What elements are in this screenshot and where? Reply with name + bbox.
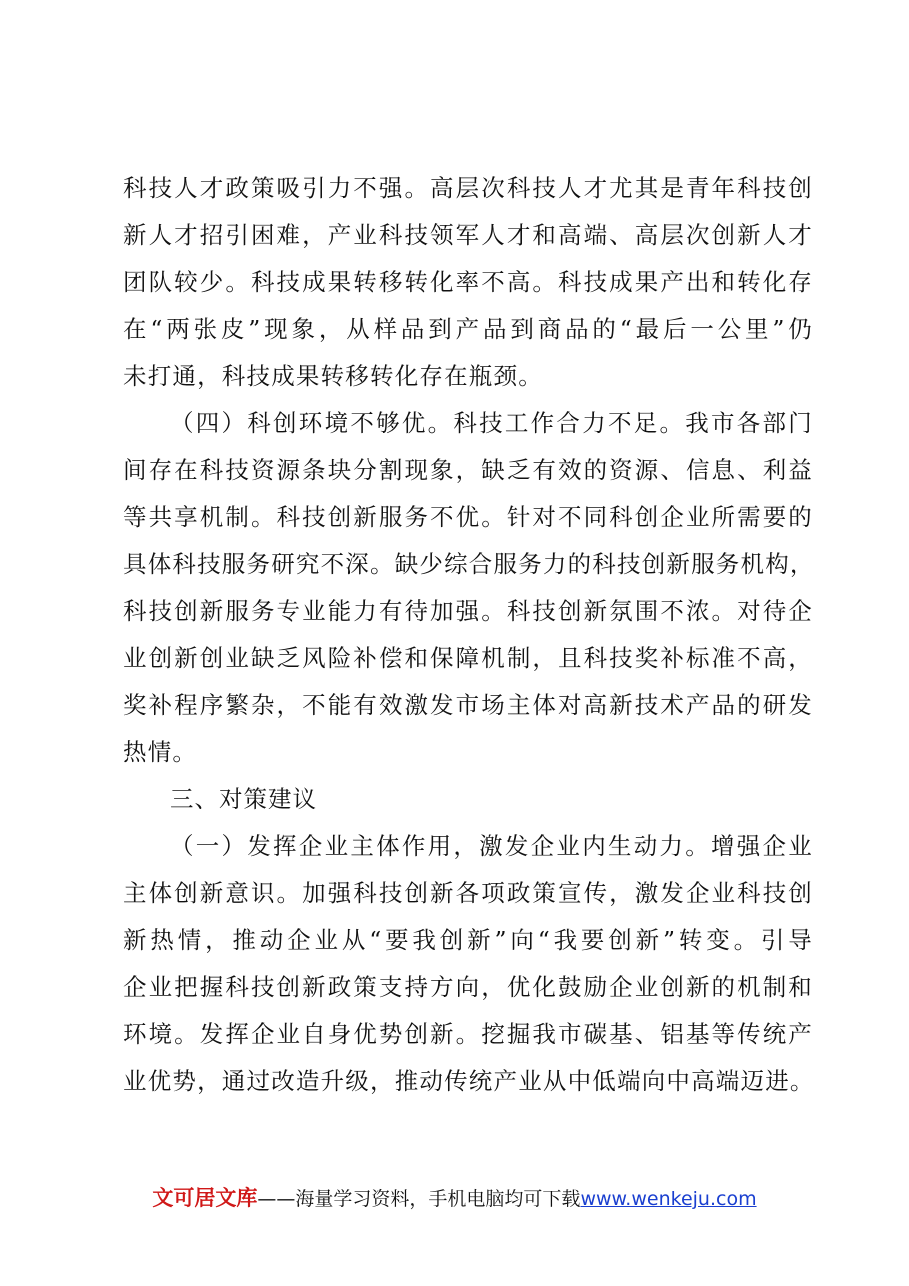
- text-line: 业优势，通过改造升级，推动传统产业从中低端向中高端迈进。: [123, 1067, 815, 1095]
- text-line: 未打通，科技成果转移转化存在瓶颈。: [123, 362, 543, 390]
- footer-banner: [0, 1182, 909, 1212]
- text-line: 科技创新服务专业能力有待加强。科技创新氛围不浓。对待企: [123, 597, 813, 625]
- paragraph-start-line: （一）发挥企业主体作用，激发企业内生动力。增强企业: [170, 832, 813, 860]
- document-body: [123, 165, 813, 1105]
- paragraph-start-line: （四）科创环境不够优。科技工作合力不足。我市各部门: [170, 409, 813, 437]
- text-line: 主体创新意识。加强科技创新各项政策宣传，激发企业科技创: [123, 879, 813, 907]
- text-line: 等共享机制。科技创新服务不优。针对不同科创企业所需要的: [123, 503, 813, 531]
- text-line: 热情。: [123, 738, 198, 766]
- section-heading: 三、对策建议: [170, 785, 317, 813]
- text-line: 科技人才政策吸引力不强。高层次科技人才尤其是青年科技创: [123, 174, 813, 202]
- text-line: 新人才招引困难，产业科技领军人才和高端、高层次创新人才: [123, 221, 813, 249]
- footer-brand: 文可居文库: [152, 1186, 258, 1210]
- footer-url-link[interactable]: www.wenkeju.com: [580, 1188, 757, 1210]
- text-line: 新热情，推动企业从“要我创新”向“我要创新”转变。引导: [123, 926, 813, 954]
- text-line: 企业把握科技创新政策支持方向，优化鼓励企业创新的机制和: [123, 973, 813, 1001]
- text-line: 在“两张皮”现象，从样品到产品到商品的“最后一公里”仍: [123, 315, 813, 343]
- text-line: 业创新创业缺乏风险补偿和保障机制，且科技奖补标准不高，: [123, 644, 813, 672]
- text-line: 团队较少。科技成果转移转化率不高。科技成果产出和转化存: [123, 268, 813, 296]
- text-line: 奖补程序繁杂，不能有效激发市场主体对高新技术产品的研发: [123, 691, 813, 719]
- text-line: 环境。发挥企业自身优势创新。挖掘我市碳基、铝基等传统产: [123, 1020, 813, 1048]
- text-line: 具体科技服务研究不深。缺少综合服务力的科技创新服务机构，: [123, 550, 815, 578]
- footer-tagline: ——海量学习资料，手机电脑均可下载: [257, 1188, 581, 1210]
- text-line: 间存在科技资源条块分割现象，缺乏有效的资源、信息、利益: [123, 456, 813, 484]
